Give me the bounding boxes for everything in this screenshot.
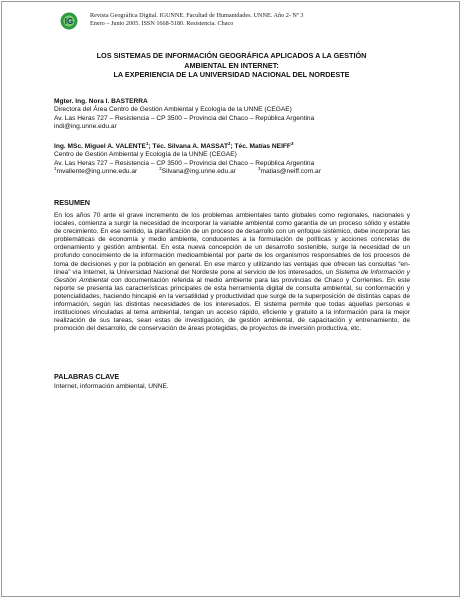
author1-email: indi@ing.unne.edu.ar [54, 122, 117, 130]
journal-header [90, 12, 430, 28]
igunne-logo [58, 11, 80, 33]
paper-title [40, 51, 423, 80]
authors2-names: Ing. MSc. Miguel A. VALENTE$^1$; Téc. Silvana A. MASSAT$^2$; Téc. Matías NEIFF$^3$ [54, 140, 294, 150]
authors2-affiliation: Centro de Gestión Ambiental y Ecología de la UNNE (CEGAE) [54, 151, 237, 159]
email-3: $^3$matias@neiff.com.ar [257, 165, 321, 175]
keywords-heading: PALABRAS CLAVE [54, 372, 120, 381]
author1-affiliation: Directora del Área Centro de Gestión Ambiental y Ecología de la UNNE (CEGAE) [54, 106, 292, 114]
logo-text: IG [64, 17, 74, 26]
journal-line2: Enero – Junio 2005. ISSN 1668-5180. Resistencia. Chaco [90, 20, 234, 28]
author1-address: Av. Las Heras 727 – Resistencia – CP 3500 – Provincia del Chaco – República Argentina [54, 114, 315, 122]
resumen-emphasis: Sistema de Información y Gestión Ambiental [54, 268, 410, 284]
email-2: $^2$Silvana@ing.unne.edu.ar [159, 165, 236, 175]
resumen-heading: RESUMEN [54, 198, 90, 207]
author1-name: Mgter. Ing. Nora I. BASTERRA [54, 98, 148, 105]
resumen-text: En los años 70 ante el grave incremento de los problemas ambientales tanto globales como regionales, nacionales y locales, comienza a surgir la necesidad de incorporar la variable ambiental como garantía de un proceso sólido y estable de crecimiento. En ese sentido, la planificación de un proceso de desarrollo con un enfoque sistémico, debe incorporar las problemáticas de economía y medio ambiente, conducentes a la formulación de políticas y acciones concretas de ordenamiento y gestión ambiental. En esta nueva concepción de un desarrollo sostenible, surge la necesidad de un profundo conocimiento de la información medioambiental por parte de los organismos responsables de los procesos de toma de decisiones y por la población en general. En ese marco y utilizando las ventajas que ofrecen las consultas “en-línea” vía Internet, la Universidad Nacional del Nordeste pone al servicio de los interesados, un Sistema de Información y Gestión Ambiental con documentación referida al medio ambiente para las provincias de Chaco y Corrientes. En este reporte se presenta las características principales de esta herramienta digital de consulta ambiental, su conformación y potencialidades, haciendo hincapié en la versatilidad y productividad que surge de la superposición de distintas capas de información, según las distintas necesidades de los interesados. El sistema permite que todas aquellas personas e instituciones vinculadas al tema ambiental, tengan un acceso rápido, eficiente y gratuito a la información para la mejor realización de sus tareas, sean estas de investigación, de gestión ambiental, de capacitación y entrenamiento, de promoción del desarrollo, de conservación de áreas protegidas, de proyectos de inversión productiva, etc. [54, 212, 410, 333]
authors2-address: Av. Las Heras 727 – Resistencia – CP 3500 – Provincia del Chaco – República Argentina [54, 159, 315, 167]
journal-line1: Revista Geográfica Digital. IGUNNE. Facultad de Humanidades. UNNE. Año 2- Nº 3 [90, 12, 304, 19]
keywords-text: Internet, información ambiental, UNNE. [54, 383, 169, 390]
title-line3: LA EXPERIENCIA DE LA UNIVERSIDAD NACIONAL DEL NORDESTE [113, 70, 350, 80]
title-line2: AMBIENTAL EN INTERNET: [184, 60, 279, 70]
title-line1: LOS SISTEMAS DE INFORMACIÓN GEOGRÁFICA APLICADOS A LA GESTIÓN [96, 51, 367, 60]
email-1: $^1$mvallente@ing.unne.edu.ar [54, 165, 138, 175]
author1-block [54, 98, 429, 131]
authors2-emails [54, 165, 429, 176]
authors2-block [54, 140, 429, 176]
